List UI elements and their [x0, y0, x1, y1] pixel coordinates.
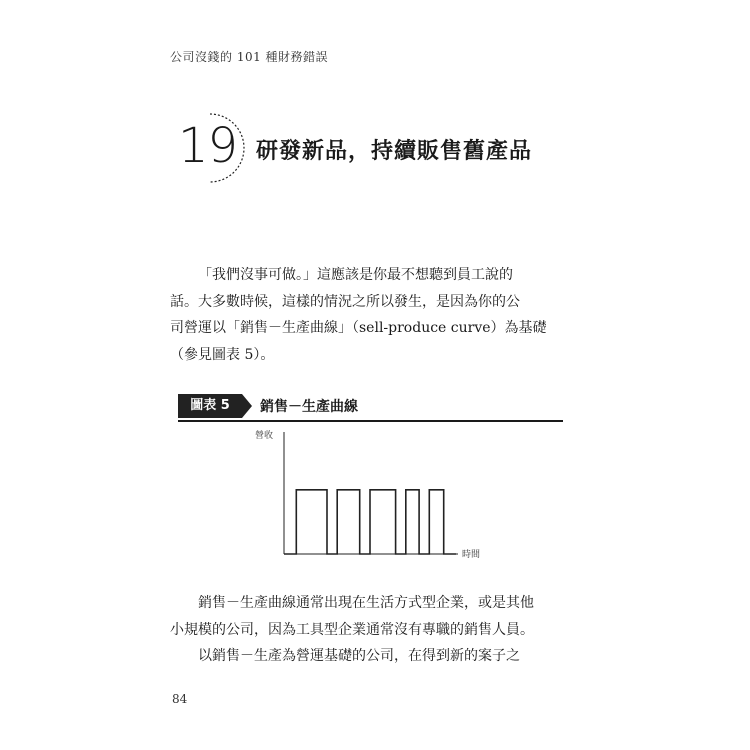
sell-produce-curve-line	[284, 490, 456, 554]
x-axis-label: 時間	[462, 550, 481, 560]
sell-produce-chart	[250, 426, 500, 566]
page-number: 84	[172, 692, 188, 706]
chapter-heading	[170, 112, 590, 182]
text-line: 話。大多數時候，這樣的情況之所以發生，是因為你的公	[170, 293, 520, 310]
text-line: 司營運以「銷售－生產曲線」（sell-produce curve）為基礎	[170, 320, 547, 336]
paragraph-body	[170, 590, 565, 670]
text-line: 小規模的公司，因為工具型企業通常沒有專職的銷售人員。	[170, 621, 534, 638]
chapter-title: 研發新品，持續販售舊產品	[256, 139, 533, 164]
y-axis-label: 營收	[255, 431, 274, 441]
text-line: 「我們沒事可做。」這應該是你最不想聽到員工說的	[198, 267, 513, 283]
figure-header	[178, 394, 563, 422]
running-header: 公司沒錢的 101 種財務錯誤	[170, 50, 329, 64]
figure-label: 圖表 5	[178, 394, 242, 418]
text-line: （參見圖表 5）。	[170, 346, 275, 363]
figure-title: 銷售－生產曲線	[260, 399, 358, 415]
text-line: 銷售－生產曲線通常出現在生活方式型企業，或是其他	[198, 595, 534, 611]
chapter-number: 19	[178, 118, 238, 174]
paragraph-intro	[170, 262, 565, 368]
text-line: 以銷售－生產為營運基礎的公司，在得到新的案子之	[198, 648, 520, 664]
